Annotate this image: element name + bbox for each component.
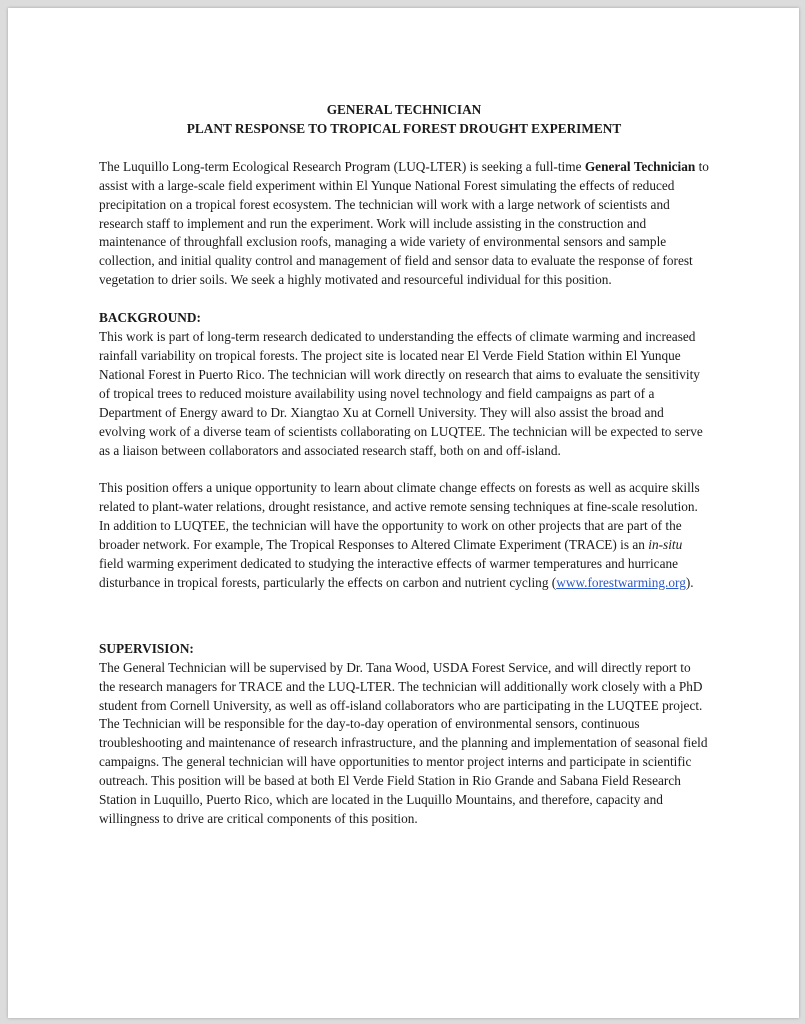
intro-text-2: to assist with a large-scale field experiment within El Yunque National Forest simulating the effects of reduced precipitation on a tropical forest ecosystem. The technician will work with a large network of scientists and research staff to implement and run the experiment. Work will include assisting in the construction and maintenance of throughfall exclusion roofs, managing a wide variety of environmental sensors and sample collection, and initial quality control and management of field and sensor data to evaluate the response of forest vegetation to drier soils. We seek a highly motivated and resourceful individual for this position. xyxy=(99,158,709,288)
supervision-paragraph: The General Technician will be supervised by Dr. Tana Wood, USDA Forest Service, and will directly report to the research managers for TRACE and the LUQ-LTER. The technician will additionally work closely with a PhD student from Cornell University, as well as off-island collaborators who are participating in the LUQTEE project. The Technician will be responsible for the day-to-day operation of environmental sensors, continuous troubleshooting and maintenance of research infrastructure, and the planning and implementation of seasonal field campaigns. The general technician will have opportunities to mentor project interns and participate in scientific outreach. This position will be based at both El Verde Field Station in Rio Grande and Sabana Field Research Station in Luquillo, Puerto Rico, which are located in the Luquillo Mountains, and therefore, capacity and willingness to drive are critical components of this position. xyxy=(99,659,708,826)
background-heading: BACKGROUND: xyxy=(99,310,201,326)
forestwarming-link[interactable]: www.forestwarming.org xyxy=(556,574,686,590)
background-paragraph-2 xyxy=(99,479,709,592)
background-paragraph-1: This work is part of long-term research dedicated to understanding the effects of climate warming and increased rainfall variability on tropical forests. The project site is located near El Verde Field Station within El Yunque National Forest in Puerto Rico. The technician will work directly on research that aims to evaluate the sensitivity of tropical trees to reduced moisture availability using novel technology and field campaigns as part of a Department of Energy award to Dr. Xiangtao Xu at Cornell University. They will also assist the broad and evolving work of a diverse team of scientists collaborating on LUQTEE. The technician will be expected to serve as a liaison between collaborators and associated research staff, both on and off-island. xyxy=(99,329,703,458)
supervision-heading: SUPERVISION: xyxy=(99,640,194,656)
intro-paragraph xyxy=(99,158,709,290)
title-line-1: GENERAL TECHNICIAN xyxy=(326,102,482,117)
document-page xyxy=(8,8,799,1018)
bg-p2-text-1: This position offers a unique opportunity to learn about climate change effects on forests as well as acquire skills related to plant-water relations, drought resistance, and active remote sensing techniques at fine-scale resolution. In addition to LUQTEE, the technician will have the opportunity to work on other projects that are part of the broader network. For example, The Tropical Responses to Altered Climate Experiment (TRACE) is an xyxy=(99,480,700,553)
bg-p2-text-2: field warming experiment dedicated to studying the interactive effects of warmer temperatures and hurricane disturbance in tropical forests, particularly the effects on carbon and nutrient cycling ( xyxy=(99,556,679,590)
bg-p2-italic: in-situ xyxy=(648,537,683,553)
intro-bold-role: General Technician xyxy=(584,158,696,174)
intro-text-1: The Luquillo Long-term Ecological Research Program (LUQ-LTER) is seeking a full-time xyxy=(99,158,585,174)
document-content xyxy=(99,101,709,829)
bg-p2-end: ). xyxy=(685,574,694,590)
title-line-2: PLANT RESPONSE TO TROPICAL FOREST DROUGHT EXPERIMENT xyxy=(186,120,622,136)
